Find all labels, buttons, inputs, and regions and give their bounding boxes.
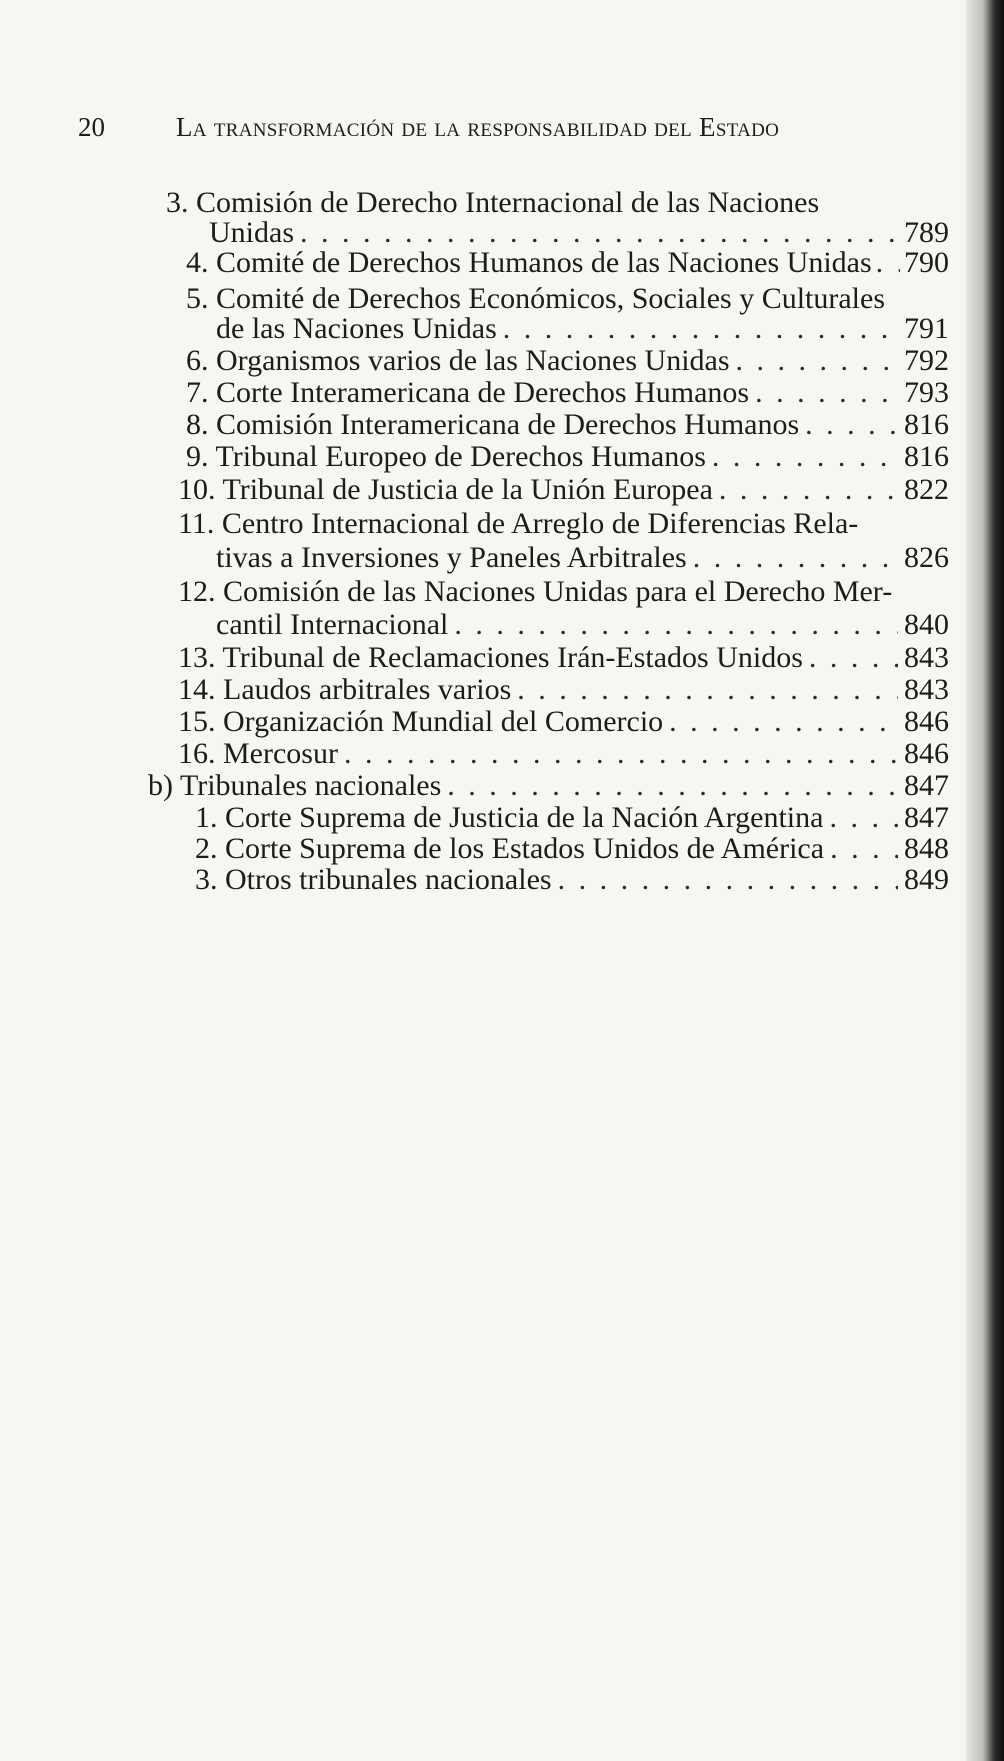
dot-leader	[558, 863, 898, 897]
toc-entry-label: 5. Comité de Derechos Económicos, Sociales y Culturales	[186, 282, 886, 315]
toc-entry-label: 7. Corte Interamericana de Derechos Humanos	[186, 376, 750, 409]
toc-page-number: 822	[904, 473, 949, 506]
running-title: La transformación de la responsabilidad del Estado	[176, 112, 780, 142]
toc-entry-label: 3. Otros tribunales nacionales	[195, 863, 552, 896]
dot-leader	[876, 246, 900, 280]
toc-page-number: 846	[904, 737, 949, 770]
toc-page-number: 843	[904, 641, 949, 674]
toc-page-number: 849	[904, 863, 949, 896]
dot-leader	[830, 832, 898, 866]
toc-page-number: 847	[904, 769, 949, 802]
dot-leader	[829, 801, 898, 835]
toc-entry	[148, 769, 949, 803]
toc-entry	[186, 344, 949, 378]
toc-page-number: 789	[904, 216, 949, 249]
dot-leader	[809, 641, 898, 675]
dot-leader	[736, 344, 898, 378]
dot-leader	[300, 216, 898, 250]
toc-entry	[178, 673, 949, 707]
toc-entry-label: 14. Laudos arbitrales varios	[178, 673, 512, 706]
toc-entry-continuation: de las Naciones Unidas	[216, 312, 497, 345]
dot-leader	[503, 312, 898, 346]
toc-page-number: 816	[904, 408, 949, 441]
toc-entry	[178, 473, 949, 507]
dot-leader	[517, 673, 898, 707]
toc-page-number: 846	[904, 705, 949, 738]
toc-entry-label: 13. Tribunal de Reclamaciones Irán-Estados Unidos	[178, 641, 803, 674]
toc-entry	[216, 541, 949, 575]
toc-entry-continuation: tivas a Inversiones y Paneles Arbitrales	[216, 541, 687, 574]
dot-leader	[719, 473, 898, 507]
toc-entry	[216, 312, 949, 346]
dot-leader	[712, 440, 898, 474]
toc-entry	[195, 832, 949, 866]
toc-entry-label: 16. Mercosur	[178, 737, 338, 770]
toc-entry	[186, 440, 949, 474]
toc-entry-label: 8. Comisión Interamericana de Derechos Humanos	[186, 408, 800, 441]
toc-entry	[186, 246, 949, 280]
toc-page-number: 840	[904, 608, 949, 641]
toc-entry-label: 15. Organización Mundial del Comercio	[178, 705, 664, 738]
toc-page-number: 791	[904, 312, 949, 345]
toc-entry-label: 11. Centro Internacional de Arreglo de Diferencias Rela-	[178, 507, 859, 540]
toc-entry-label: 3. Comisión de Derecho Internacional de las Naciones	[166, 186, 820, 219]
toc-entry	[186, 408, 949, 442]
toc-entry-label: 6. Organismos varios de las Naciones Unidas	[186, 344, 730, 377]
toc-page-number: 843	[904, 673, 949, 706]
toc-entry-label: 10. Tribunal de Justicia de la Unión Europea	[178, 473, 713, 506]
page-number: 20	[78, 112, 105, 142]
dot-leader	[805, 408, 898, 442]
toc-entry	[178, 705, 949, 739]
toc-entry-label: b) Tribunales nacionales	[148, 769, 442, 802]
toc-entry	[195, 801, 949, 835]
toc-page-number: 793	[904, 376, 949, 409]
dot-leader	[454, 608, 898, 642]
toc-page-number: 848	[904, 832, 949, 865]
toc-entry-label: 12. Comisión de las Naciones Unidas para el Derecho Mer-	[178, 575, 893, 608]
toc-entry	[186, 376, 949, 410]
toc-page-number: 816	[904, 440, 949, 473]
toc-entry-continuation: cantil Internacional	[216, 608, 449, 641]
toc-page-number: 792	[904, 344, 949, 377]
toc-entry	[178, 641, 949, 675]
toc-entry-label: 2. Corte Suprema de los Estados Unidos de América	[195, 832, 825, 865]
dot-leader	[755, 376, 898, 410]
dot-leader	[344, 737, 898, 771]
dot-leader	[693, 541, 898, 575]
toc-entry-label: 9. Tribunal Europeo de Derechos Humanos	[186, 440, 706, 473]
toc-entry	[209, 216, 949, 250]
toc-entry	[195, 863, 949, 897]
toc-page-number: 826	[904, 541, 949, 574]
toc-entry	[178, 737, 949, 771]
toc-entry-label: 4. Comité de Derechos Humanos de las Naciones Unidas	[186, 246, 872, 279]
toc-entry	[216, 608, 949, 642]
dot-leader	[447, 769, 898, 803]
toc-entry-continuation: Unidas	[209, 216, 294, 249]
toc-page-number: 847	[904, 801, 949, 834]
dot-leader	[669, 705, 898, 739]
toc-page-number: 790	[904, 246, 949, 279]
page-edge-shadow	[966, 0, 1004, 1761]
toc-entry-label: 1. Corte Suprema de Justicia de la Nación Argentina	[195, 801, 824, 834]
